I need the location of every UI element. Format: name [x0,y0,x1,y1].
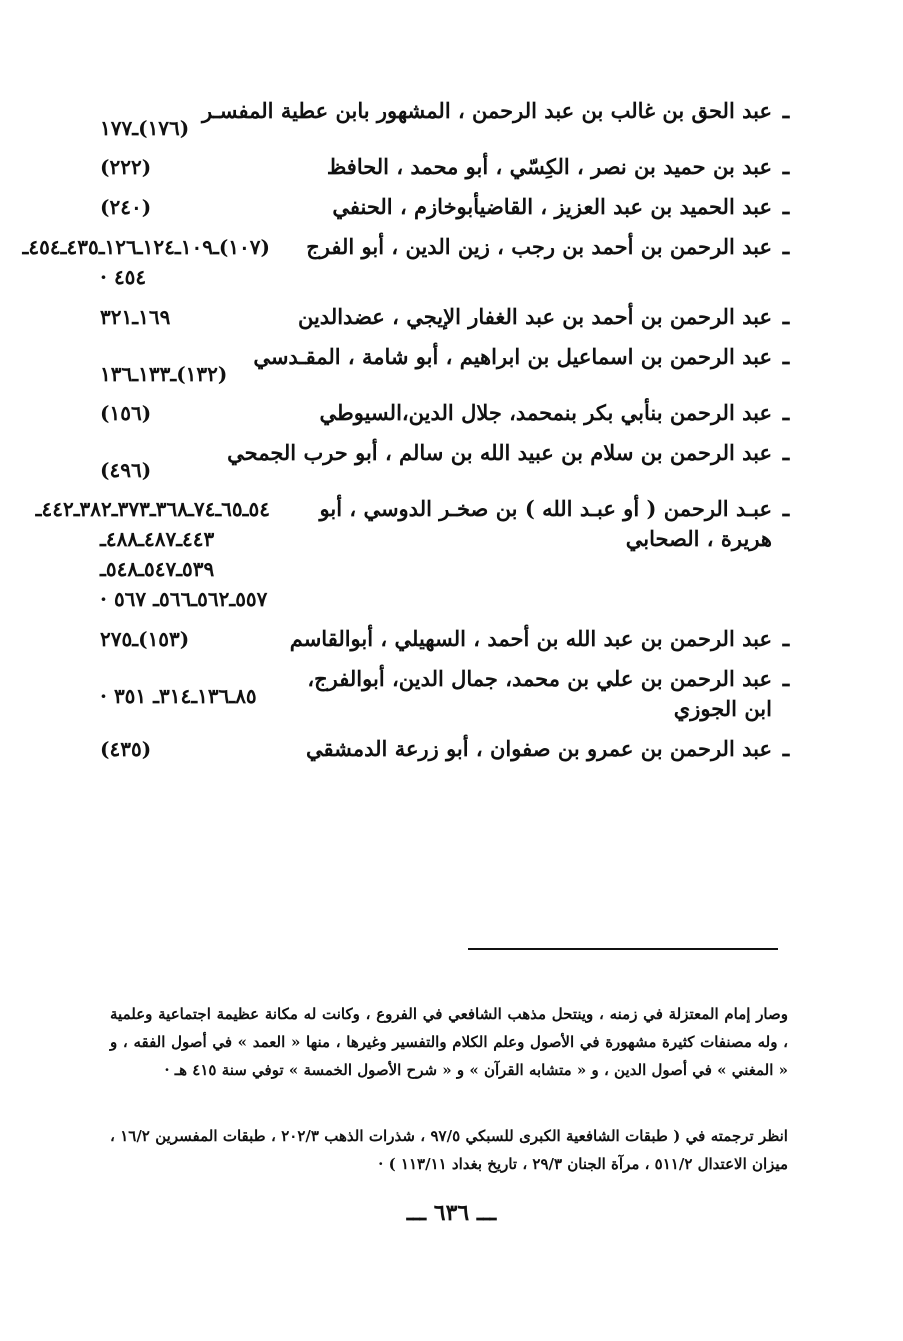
entry-dash: ـ [782,194,790,220]
index-entry [35,494,800,614]
index-entry [100,152,800,182]
index-entry [100,398,800,428]
entry-pages: (٢٤٠) [100,195,152,219]
entry-name: عبـد الرحمن ( أو عبـد الله ) بن صخـر الدوسي ، أبو هريرة ، الصحابي [319,496,772,551]
index-entry [100,438,800,484]
index-entry [22,232,800,292]
entry-dash: ـ [782,440,790,466]
index-entry [100,192,800,222]
entry-pages: (١٣٢)ـ١٣٣ـ١٣٦ [100,362,228,386]
entry-pages: (٤٩٦) [100,458,152,482]
entry-name: عبد الرحمن بن أحمد بن عبد الغفار الإيجي ، عضدالدين [297,304,772,329]
entry-name: عبد الحق بن غالب بن عبد الرحمن ، المشهور بابن عطية المفسـر [202,98,772,123]
index-entry [100,624,800,654]
entry-pages: (١٥٣)ـ٢٧٥ [100,627,190,651]
entry-pages: (١٧٦)ـ١٧٧ [100,116,190,140]
entry-dash: ـ [782,496,790,522]
entry-name: عبد الرحمن بن عمرو بن صفوان ، أبو زرعة الدمشقي [306,736,772,761]
entry-pages: ٨٥ـ١٣٦ـ٣١٤ـ ٣٥١ · [100,684,257,708]
index-entry [100,734,800,764]
footnote-separator [468,948,778,950]
index-entry [100,342,800,388]
entry-dash: ـ [782,736,790,762]
entry-dash: ـ [782,666,790,692]
entry-dash: ـ [782,400,790,426]
entry-pages: (١٠٧)ـ١٠٩ـ١٢٤ـ١٢٦ـ٤٣٥ـ٤٥٤ـ ٤٥٤ · [22,235,270,289]
index-entries [22,96,800,774]
entry-pages: (٢٢٢) [100,155,152,179]
entry-dash: ـ [782,234,790,260]
footnote-references: انظر ترجمته في ( طبقات الشافعية الكبرى للسبكي ٩٧/٥ ، شذرات الذهب ٢٠٢/٣ ، طبقات المفسرين ١٦/٢ ، ميزان الاعتدال ٥١١/٢ ، مرآة الجنان ٢٩/٣ ، تاريخ بغداد ١١٣/١١ ) · [110,1127,788,1173]
entry-dash: ـ [782,98,790,124]
entry-dash: ـ [782,304,790,330]
entry-dash: ـ [782,626,790,652]
index-entry [100,302,800,332]
entry-pages: ٥٤ـ٦٥ـ٧٤ـ٣٦٨ـ٣٧٣ـ٣٨٢ـ٤٤٢ـ ٤٤٣ـ٤٨٧ـ٤٨٨ـ ٥٣٩ـ٥٤٧ـ٥٤٨ـ ٥٥٧ـ٥٦٢ـ٥٦٦ـ ٥٦٧ · [35,497,270,611]
entry-name: عبد الرحمن بن اسماعيل بن ابراهيم ، أبو شامة ، المقـدسي [253,344,772,369]
index-entry [100,664,800,724]
entry-dash: ـ [782,344,790,370]
entry-name: عبد بن حميد بن نصر ، الكِسّي ، أبو محمد ، الحافظ [326,154,772,179]
entry-pages: ١٦٩ـ٣٢١ [100,305,171,329]
entry-name: عبد الرحمن بن سلام بن عبيد الله بن سالم ، أبو حرب الجمحي [227,440,772,465]
entry-name: عبد الرحمن بنأبي بكر بنمحمد، جلال الدين،السيوطي [319,400,772,425]
footnote-text: وصار إمام المعتزلة في زمنه ، وينتحل مذهب الشافعي في الفروع ، وكانت له مكانة عظيمة اجتماعية وعلمية ، وله مصنفات كثيرة مشهورة في الأصول وعلم الكلام والتفسير وغيرها ، منها « العمد » في أصول الفقه ، و « المغني » في أصول الدين ، و « متشابه القرآن » و « شرح الأصول الخمسة » توفي سنة ٤١٥ هـ · [110,1005,788,1079]
entry-pages: (١٥٦) [100,401,152,425]
entry-name: عبد الحميد بن عبد العزيز ، القاضيأبوخازم ، الحنفي [332,194,772,219]
page-number: ـــ ٦٣٦ ـــ [406,1200,497,1226]
entry-name: عبد الرحمن بن علي بن محمد، جمال الدين، أبوالفرج، ابن الجوزي [307,666,772,721]
entry-name: عبد الرحمن بن عبد الله بن أحمد ، السهيلي ، أبوالقاسم [289,626,772,651]
entry-dash: ـ [782,154,790,180]
entry-name: عبد الرحمن بن أحمد بن رجب ، زين الدين ، أبو الفرج [306,234,772,259]
entry-pages: (٤٣٥) [100,737,152,761]
index-entry [100,96,800,142]
